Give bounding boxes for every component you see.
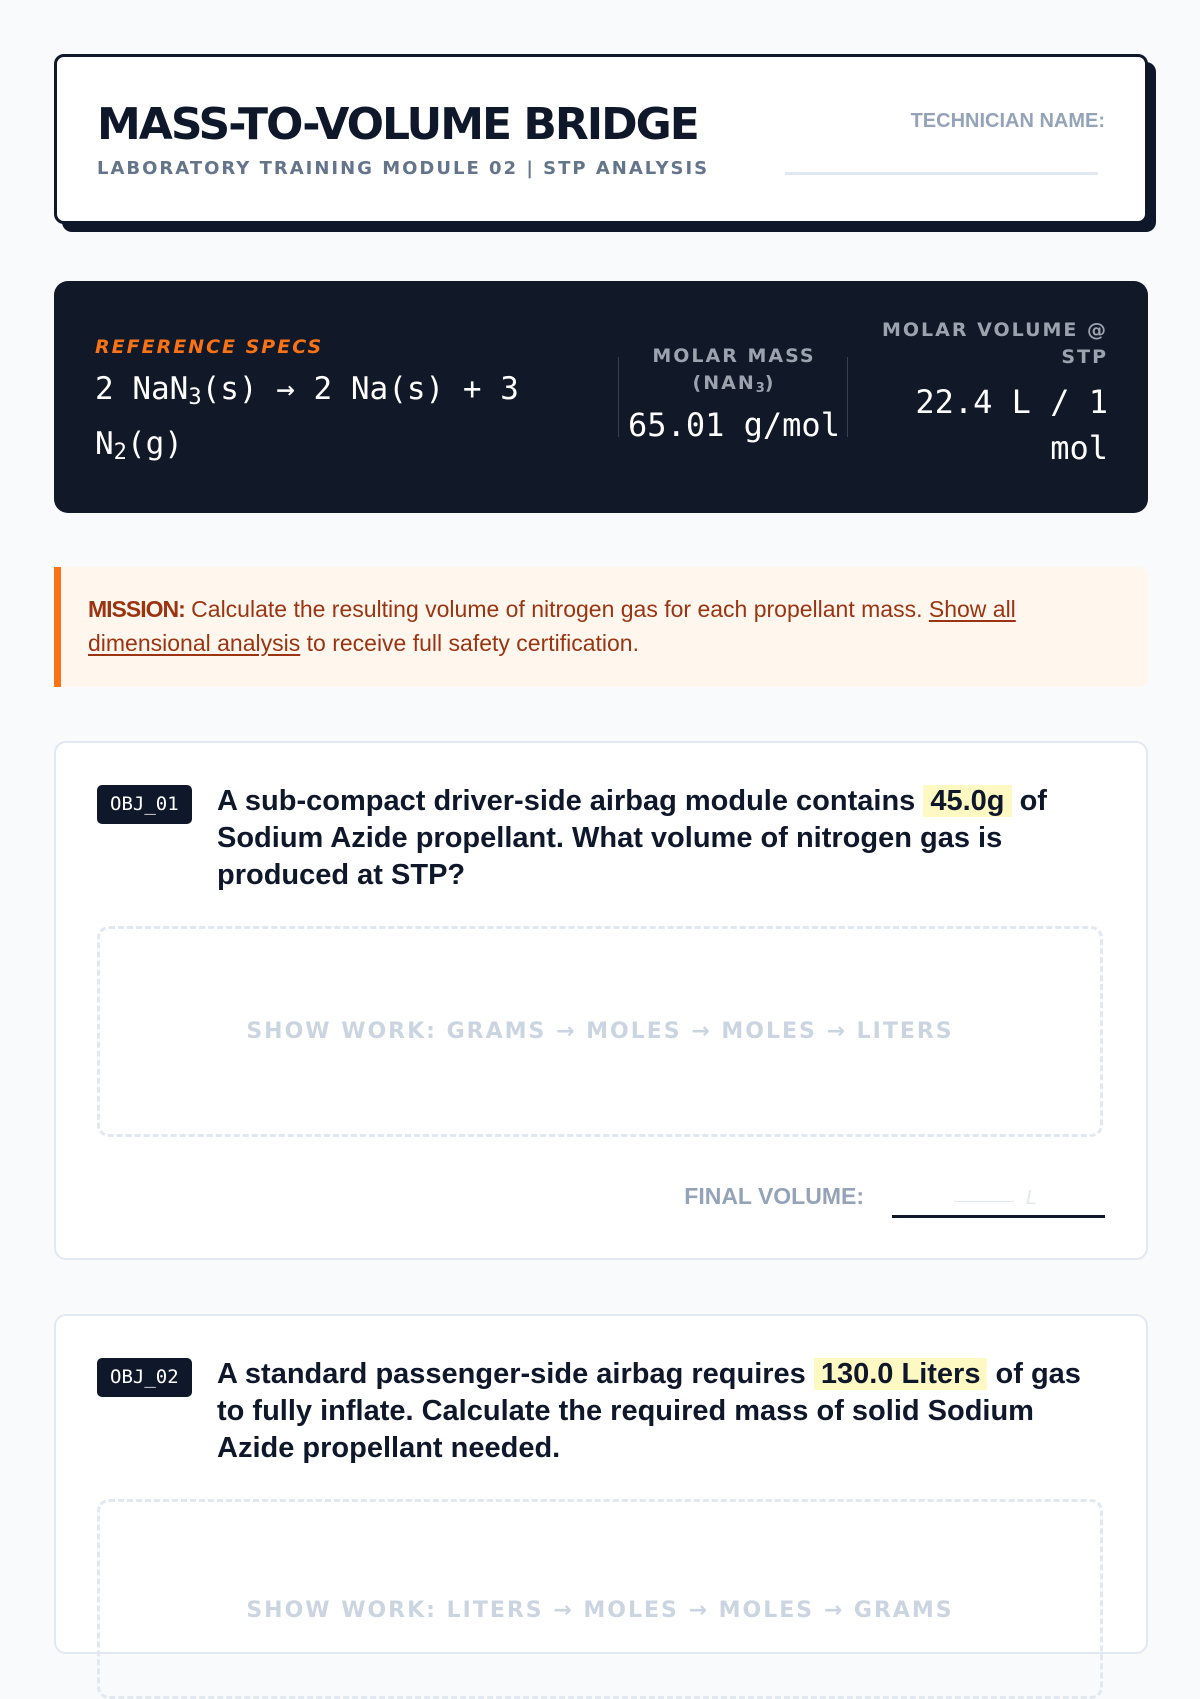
reference-specs-panel — [54, 281, 1148, 513]
final-volume-label: FINAL VOLUME: — [684, 1183, 864, 1209]
page-subtitle: LABORATORY TRAINING MODULE 02 | STP ANALYSIS — [97, 158, 710, 179]
technician-name-field[interactable] — [785, 172, 1098, 175]
objective-badge: OBJ_02 — [97, 1358, 192, 1397]
technician-name-label: TECHNICIAN NAME: — [910, 110, 1105, 132]
highlighted-value: 130.0 Liters — [814, 1358, 988, 1390]
molar-volume-spec — [878, 317, 1108, 471]
divider — [847, 357, 848, 437]
problem-card-2 — [54, 1314, 1148, 1654]
question-text: A standard passenger-side airbag requires 130.0 Liters of gas to fully inflate. Calculate the required mass of solid Sodium Azide propellant needed. — [217, 1358, 1081, 1464]
question-text: A sub-compact driver-side airbag module contains 45.0g of Sodium Azide propellant. What volume of nitrogen gas is produced at STP? — [217, 785, 1047, 891]
final-volume-input[interactable] — [892, 1173, 1105, 1218]
molar-mass-spec: MOLAR MASS $(NAN_3)$ 65.01 g/mol — [619, 343, 849, 448]
page-title: MASS-TO-VOLUME BRIDGE — [97, 99, 698, 150]
mission-label: MISSION: — [88, 596, 185, 622]
mission-text: Calculate the resulting volume of nitrogen gas for each propellant mass. — [184, 596, 929, 622]
objective-badge: OBJ_01 — [97, 785, 192, 824]
show-work-area[interactable]: SHOW WORK: GRAMS → MOLES → MOLES → LITERS — [97, 926, 1103, 1137]
reference-specs-label: REFERENCE SPECS — [95, 336, 324, 358]
molar-volume-label: MOLAR VOLUME @ STP — [882, 319, 1108, 368]
molar-mass-value: 65.01 g/mol — [628, 406, 840, 444]
reaction-equation: 2 NaN$_3$(s) → 2 Na(s) + 3 $N_2(g)$ — [95, 371, 519, 465]
mission-callout — [54, 567, 1148, 687]
mission-emphasis: Show all dimensional analysis — [88, 596, 1016, 656]
problem-card-1 — [54, 741, 1148, 1260]
molar-volume-value: 22.4 L / 1 mol — [915, 383, 1108, 467]
molar-mass-label: MOLAR MASS — [652, 345, 816, 367]
unit-hint: L — [954, 1187, 1037, 1210]
highlighted-value: 45.0g — [923, 785, 1011, 817]
show-work-area[interactable]: SHOW WORK: LITERS → MOLES → MOLES → GRAMS — [97, 1499, 1103, 1699]
header-card — [54, 54, 1148, 224]
mission-suffix: to receive full safety certification. — [300, 630, 639, 656]
